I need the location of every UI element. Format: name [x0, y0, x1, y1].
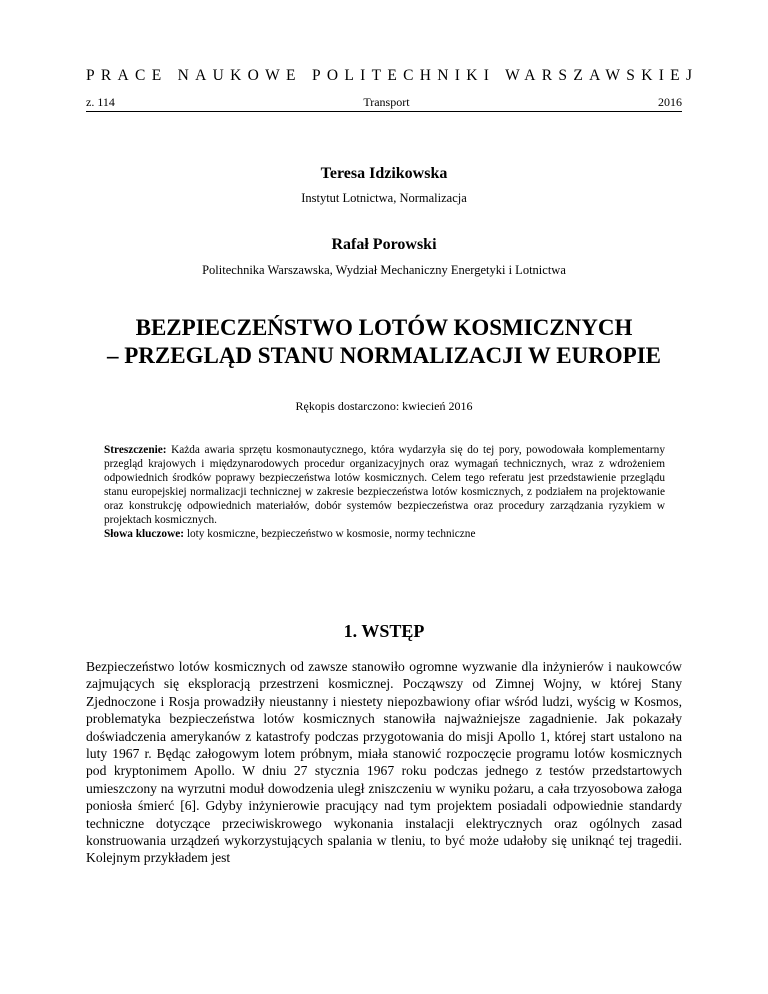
keywords — [104, 527, 665, 541]
journal-series: Transport — [363, 95, 410, 109]
abstract-label: Streszczenie: — [104, 444, 167, 456]
keywords-label: Słowa kluczowe: — [104, 528, 185, 540]
keywords-text: loty kosmiczne, bezpieczeństwo w kosmosie, normy techniczne — [186, 528, 476, 540]
body-paragraph: Bezpieczeństwo lotów kosmicznych od zawsze stanowiło ogromne wyzwanie dla inżynierów i naukowców zajmujących się eksploracją przestrzeni kosmicznej. Począwszy od Zimnej Wojny, w której Stany Zjednoczone i Rosja prowadziły nieustanny i niestety niepozbawiony ofiar wśród ludzi, wyścig w Kosmos, problematyka bezpieczeństwa lotów kosmicznych stanowiła najważniejsze zagadnienie. Jak pokazały doświadczenia amerykanów z katastrofy podczas przygotowania do misji Apollo 1, której start ustalono na luty 1967 r. Będąc załogowym lotem próbnym, miała stanowić rozpoczęcie programu lotów kosmicznych pod kryptonimem Apollo. W dniu 27 stycznia 1967 roku podczas jednego z testów przedstartowych umieszczony na wyrzutni moduł dowodzenia uległ zniszczeniu w wyniku pożaru, a cała trzyosobowa załoga poniosła śmierć [6]. Gdyby inżynierowie pracujący nad tym projektem posiadali odpowiednie standardy techniczne dotyczące przeciwiskrowego wykonania instalacji elektrycznych oraz ogólnych zasad konstruowania urządzeń wykorzystujących spalania w tleniu, to być może udałoby się uniknąć tej tragedii. Kolejnym przykładem jest — [86, 659, 682, 866]
journal-title: PRACE NAUKOWE POLITECHNIKI WARSZAWSKIEJ — [86, 67, 699, 84]
issue-number: z. 114 — [86, 95, 115, 109]
abstract-body — [104, 443, 665, 527]
paper-title-line: BEZPIECZEŃSTWO LOTÓW KOSMICZNYCH — [135, 315, 633, 340]
author-name: Teresa Idzikowska — [320, 165, 448, 182]
section-heading: 1. WSTĘP — [343, 621, 425, 641]
paper-title — [86, 314, 682, 370]
body-text — [86, 658, 682, 867]
journal-meta-row — [86, 95, 682, 110]
author-affiliation: Politechnika Warszawska, Wydział Mechaniczny Energetyki i Lotnictwa — [202, 263, 566, 277]
paper-title-line: – PRZEGLĄD STANU NORMALIZACJI W EUROPIE — [107, 343, 661, 368]
abstract-text: Każda awaria sprzętu kosmonautycznego, która wydarzyła się do tej pory, powodowała komplementarny przegląd krajowych i międzynarodowych procedur organizacyjnych oraz wymagań technicznych, wraz z wdrożeniem odpowiednich środków poprawy bezpieczeństwa lotów kosmicznych. Celem tego referatu jest przedstawienie przeglądu stanu europejskiej normalizacji technicznej w zakresie bezpieczeństwa lotów kosmicznych, z podziałem na projektowanie oraz konstrukcję odpowiednich materiałów, dobór systemów bezpieczeństwa oraz procedury zarządzania ryzykiem w projektach kosmicznych. — [104, 444, 665, 526]
journal-year: 2016 — [658, 95, 682, 109]
received-date: Rękopis dostarczono: kwiecień 2016 — [295, 399, 473, 413]
author-affiliation: Instytut Lotnictwa, Normalizacja — [301, 191, 467, 205]
header-divider — [86, 111, 682, 112]
author-name: Rafał Porowski — [331, 236, 437, 253]
abstract — [104, 443, 665, 541]
